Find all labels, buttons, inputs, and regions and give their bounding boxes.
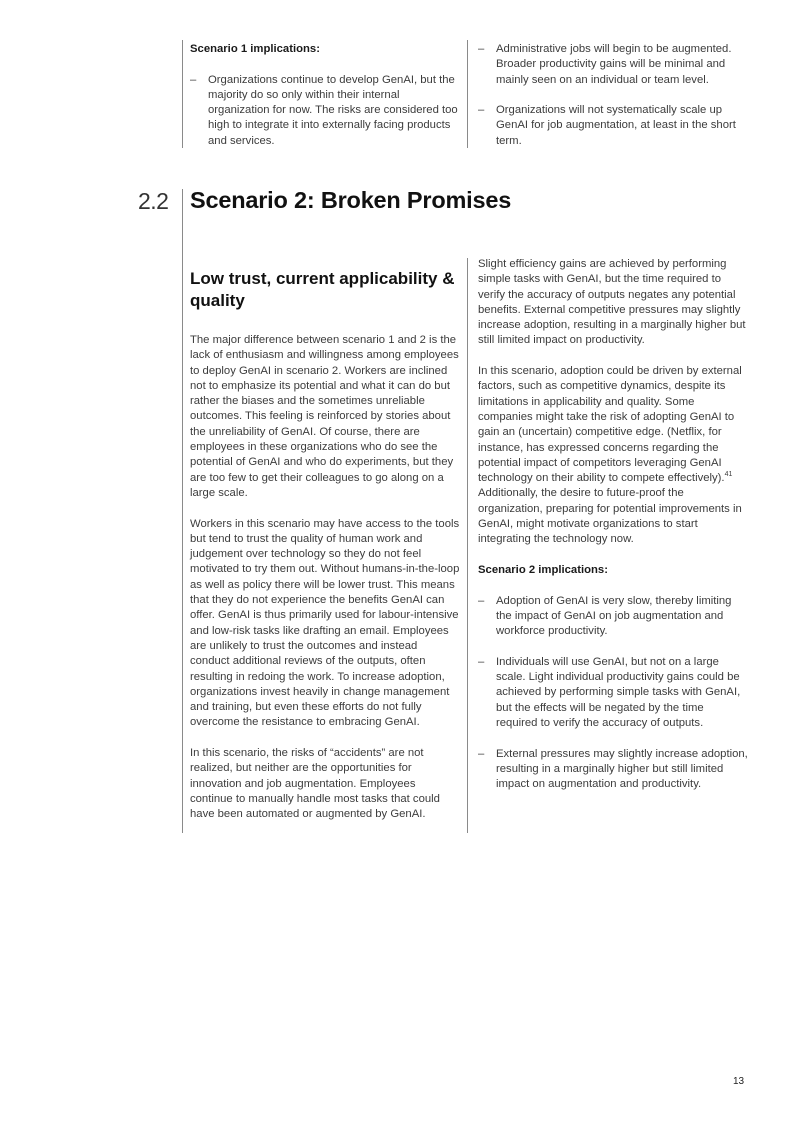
top-left-rule	[182, 40, 183, 148]
body-paragraph: The major difference between scenario 1 and 2 is the lack of enthusiasm and willingness among employees to deploy GenAI in scenario 2. Workers are inclined not to emphasize its potential and what it can do but rather the biases and the sometimes unreliable outcomes. This feeling is reinforced by stories about the unreliability of GenAI. Of course, there are employees in these organizations who do see the potential of GenAI and who do experiments, but they are too few to get their colleagues to go along on a large scale.	[190, 334, 459, 499]
footnote-reference[interactable]: 41	[724, 471, 733, 479]
section-rule	[182, 189, 183, 833]
list-item	[478, 594, 748, 640]
paragraph-text: Additionally, the desire to future-proof the organization, preparing for potential improvements in GenAI, might motivate organizations to start integrating the technology now.	[478, 487, 742, 546]
dash-bullet: –	[190, 73, 197, 86]
list-item	[478, 103, 748, 149]
list-item-text: Organizations continue to develop GenAI, but the majority do so only within their internal organization for now. The risks are considered too high to integrate it into externally facing products and services.	[208, 73, 458, 147]
body-paragraph	[478, 364, 748, 548]
list-item-text: Administrative jobs will begin to be augmented. Broader productivity gains will be minimal and mainly seen on an individual or team level.	[496, 43, 732, 86]
right-body-column	[478, 257, 748, 792]
body-paragraph: Slight efficiency gains are achieved by performing simple tasks with GenAI, but the time required to verify the accuracy of outputs negates any potential benefits. External competitive pressures may slightly increase adoption, resulting in a marginally higher but still limited impact on productivity.	[478, 258, 746, 347]
dash-bullet: –	[478, 594, 485, 607]
list-item-text: External pressures may slightly increase adoption, resulting in a marginally higher but still limited impact on augmentation and productivity.	[496, 747, 748, 791]
scenario1-implications-heading: Scenario 1 implications:	[190, 43, 320, 55]
paragraph-text: In this scenario, adoption could be driven by external factors, such as competitive dynamics, despite its limitations in applicability and quality. Some companies might take the risk of adopting GenAI to gain an (uncertain) competitive edge. (Netflix, for instance, has expressed concerns regarding the potential impact of competitors leveraging GenAI technology on their ability to compete effectively).	[478, 365, 742, 485]
scenario2-implications-heading: Scenario 2 implications:	[478, 563, 608, 576]
dash-bullet: –	[478, 747, 485, 760]
section-subtitle: Low trust, current applicability & quality	[190, 269, 455, 310]
top-right-rule	[467, 40, 468, 148]
dash-bullet: –	[478, 43, 485, 55]
list-item-text: Adoption of GenAI is very slow, thereby limiting the impact of GenAI on job augmentation and workforce productivity.	[496, 594, 732, 638]
list-item-text: Organizations will not systematically scale up GenAI for job augmentation, at least in the short term.	[496, 104, 736, 147]
body-middle-rule	[467, 258, 468, 833]
body-paragraph: In this scenario, the risks of “accidents” are not realized, but neither are the opportunities for innovation and job augmentation. Employees continue to manually handle most tasks that could have been automated or augmented by GenAI.	[190, 747, 440, 821]
page-number: 13	[733, 1076, 745, 1087]
section-title: Scenario 2: Broken Promises	[190, 187, 512, 213]
scenario1-left-column	[190, 42, 458, 149]
list-item	[478, 747, 748, 793]
dash-bullet: –	[478, 104, 485, 117]
list-item	[190, 73, 458, 149]
list-item	[478, 42, 748, 88]
section-number: 2.2	[138, 188, 169, 214]
list-item	[478, 655, 748, 731]
list-item-text: Individuals will use GenAI, but not on a large scale. Light individual productivity gains could be achieved by performing simple tasks with GenAI, but the effects will be negated by the time required to verify the accuracy of outputs.	[496, 655, 741, 729]
left-body-column	[190, 333, 460, 823]
body-paragraph: Workers in this scenario may have access to the tools but tend to trust the quality of human work and judgement over technology so they do not feel motivated to try them out. Without humans-in-the-loop as well as policy there will be lower trust. This means that they do not experience the benefits GenAI can offer. GenAI is thus primarily used for labour-intensive and low-risk tasks like drafting an email. Employees are unlikely to trust the outcomes and instead conduct additional reviews of the outputs, often resulting in redoing the work. To increase adoption, organizations invest heavily in change management and training, but even these efforts do not fully overcome the resistance to embracing GenAI.	[190, 517, 460, 729]
scenario1-right-column	[478, 42, 748, 149]
dash-bullet: –	[478, 655, 485, 668]
